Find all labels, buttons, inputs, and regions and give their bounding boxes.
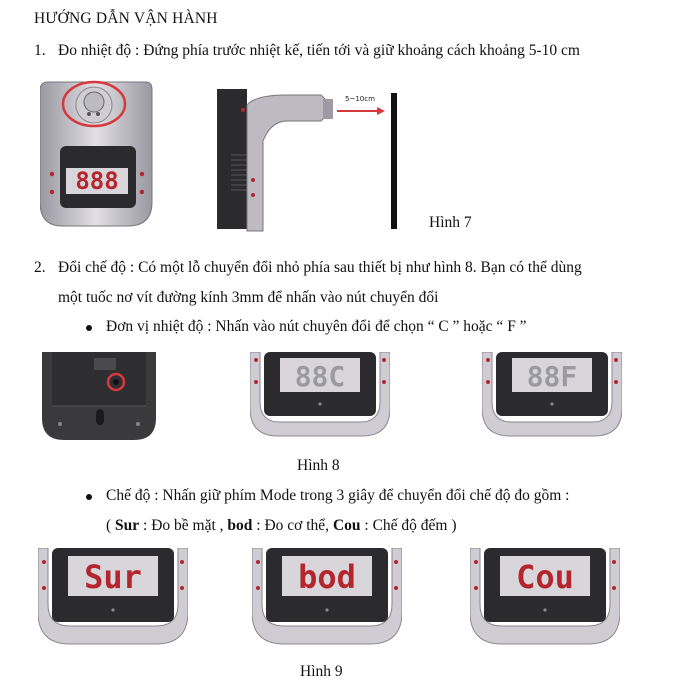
bullet-mode-line-1: Chế độ : Nhấn giữ phím Mode trong 3 giây để chuyển đổi chế độ đo gồm : <box>106 487 570 504</box>
display-cou-text: Cou <box>516 558 574 596</box>
distance-label: 5~10cm <box>345 95 375 103</box>
display-sur-text: Sur <box>84 558 142 596</box>
page-title: HƯỚNG DẪN VẬN HÀNH <box>34 10 218 27</box>
mode-cou-key: Cou <box>332 517 361 534</box>
display-bod-text: bod <box>298 558 356 596</box>
step-1-text: Đo nhiệt độ : Đứng phía trước nhiệt kế, tiến tới và giữ khoảng cách khoảng 5-10 cm <box>58 42 580 59</box>
step-1 <box>34 42 580 60</box>
mode-bod-desc: : Đo cơ thể, <box>252 517 333 534</box>
thermometer-side-figure <box>215 85 405 233</box>
reset-hole <box>113 379 119 385</box>
front-display-text: 888 <box>75 167 119 195</box>
open-paren: ( <box>106 517 112 534</box>
figure-9-caption: Hình 9 <box>300 663 343 680</box>
bullet-dot <box>86 494 92 500</box>
mode-sur-key: Sur <box>115 517 140 534</box>
thermometer-front-figure <box>40 80 155 230</box>
device-display-c-figure <box>250 352 390 438</box>
device-display-cou-figure <box>470 548 620 648</box>
device-display-f-figure <box>482 352 622 438</box>
bullet-mode-line-2 <box>106 517 457 535</box>
mode-bod-key: bod <box>227 517 253 534</box>
display-c-text: 88C <box>294 360 346 393</box>
mode-sur-desc: : Đo bề mặt , <box>139 517 228 534</box>
step-2-line-2: một tuốc nơ vít đường kính 3mm để nhấn vào nút chuyển đổi <box>58 289 439 306</box>
step-2 <box>34 259 582 277</box>
target-wall <box>391 93 397 229</box>
device-back-figure <box>40 350 158 442</box>
mode-cou-desc: : Chế độ đếm ) <box>360 517 457 534</box>
step-2-number: 2. <box>34 259 46 276</box>
figure-7-caption: Hình 7 <box>429 214 472 231</box>
device-display-sur-figure <box>38 548 188 648</box>
step-2-line-1: Đổi chế độ : Có một lỗ chuyển đổi nhỏ phía sau thiết bị như hình 8. Bạn có thể dùng <box>58 259 582 276</box>
bullet-dot <box>86 325 92 331</box>
bullet-temperature-unit: Đơn vị nhiệt độ : Nhấn vào nút chuyên đổi để chọn “ C ” hoặc “ F ” <box>106 318 527 335</box>
device-display-bod-figure <box>252 548 402 648</box>
step-1-number: 1. <box>34 42 46 59</box>
display-f-text: 88F <box>526 360 578 393</box>
figure-8-caption: Hình 8 <box>297 457 340 474</box>
